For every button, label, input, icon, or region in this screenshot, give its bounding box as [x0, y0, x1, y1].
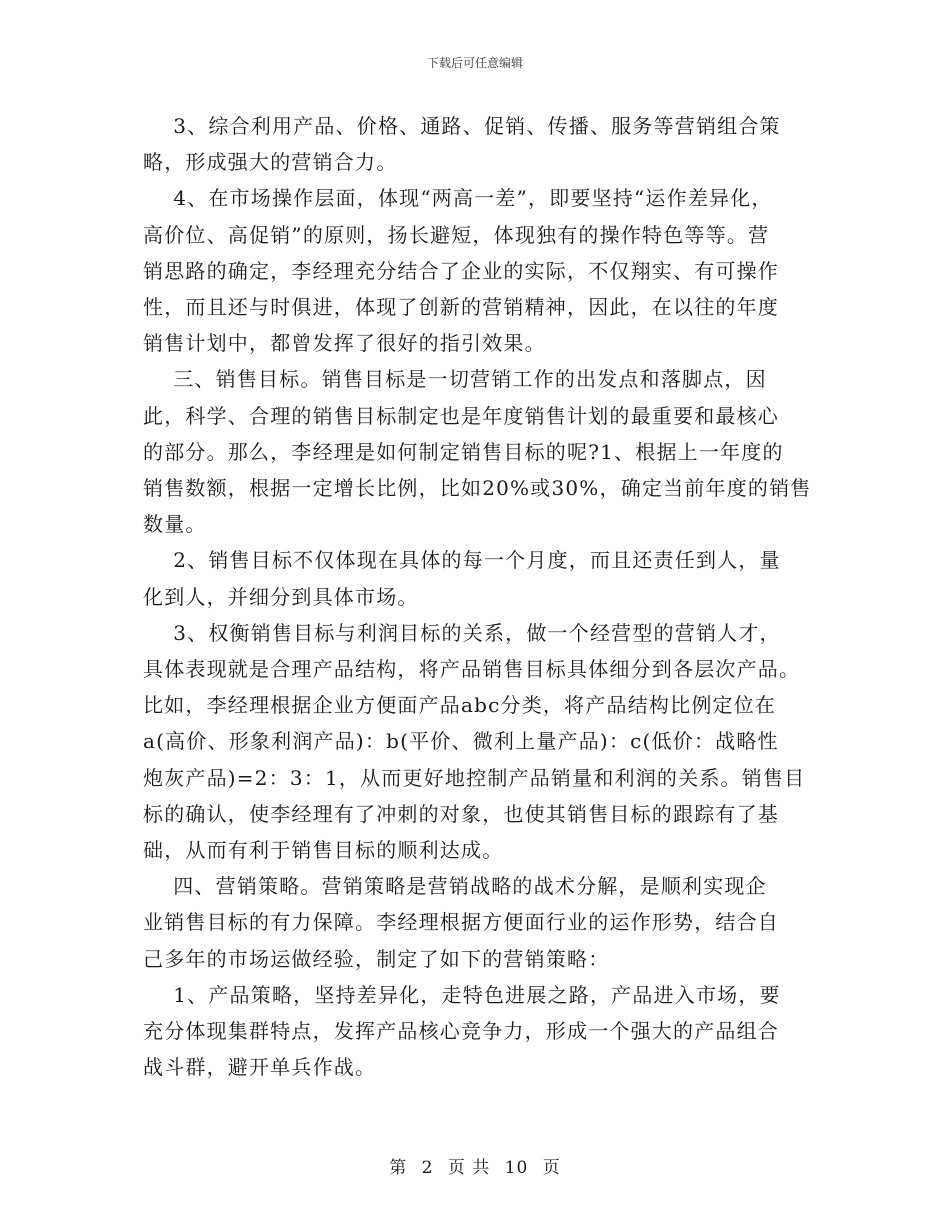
text-line: 三、销售目标。销售目标是一切营销工作的出发点和落脚点，因: [143, 367, 767, 392]
paragraph: [143, 868, 813, 977]
text-line: 此，科学、合理的销售目标制定也是年度销售计划的最重要和最核心: [143, 403, 779, 428]
page-header: 下载后可任意编辑: [426, 56, 523, 70]
page-total: 10: [504, 1158, 529, 1178]
text-line: 具体表现就是合理产品结构，将产品销售目标具体细分到各层次产品。: [143, 657, 801, 682]
page-label: 第: [389, 1158, 408, 1178]
text-line: 炮灰产品)=2：3：1，从而更好地控制产品销量和利润的关系。销售目: [143, 765, 806, 790]
paragraph: [143, 542, 813, 614]
page-current: 2: [421, 1158, 434, 1178]
page-footer: [0, 1153, 950, 1178]
page-mid: 页 共: [447, 1158, 491, 1178]
text-line: 3、综合利用产品、价格、通路、促销、传播、服务等营销组合策: [143, 114, 781, 138]
text-line: 数量。: [143, 512, 207, 537]
text-line: 比如，李经理根据企业方便面产品abc分类，将产品结构比例定位在: [143, 693, 777, 718]
text-line: 2、销售目标不仅体现在具体的每一个月度，而且还责任到人，量: [143, 548, 781, 573]
text-line: 略，形成强大的营销合力。: [143, 150, 398, 175]
paragraph: [143, 108, 813, 180]
text-line: a(高价、形象利润产品)：b(平价、微利上量产品)：c(低价：战略性: [143, 729, 779, 754]
document-body: [143, 108, 813, 1085]
text-line: 础，从而有利于销售目标的顺利达成。: [143, 838, 504, 863]
text-line: 性，而且还与时俱进，体现了创新的营销精神，因此，在以往的年度: [143, 295, 779, 320]
text-line: 标的确认，使李经理有了冲刺的对象，也使其销售目标的跟踪有了基: [143, 801, 779, 826]
text-line: 充分体现集群特点，发挥产品核心竞争力，形成一个强大的产品组合: [143, 1019, 779, 1044]
text-line: 己多年的市场运做经验，制定了如下的营销策略：: [143, 946, 610, 971]
text-line: 销售计划中，都曾发挥了很好的指引效果。: [143, 331, 546, 356]
text-line: 销售数额，根据一定增长比例，比如20%或30%，确定当前年度的销售: [143, 476, 812, 501]
text-line: 3、权衡销售目标与利润目标的关系，做一个经营型的营销人才，: [143, 620, 781, 645]
paragraph: [143, 180, 813, 361]
text-line: 的部分。那么，李经理是如何制定销售目标的呢?1、根据上一年度的: [143, 439, 784, 464]
text-line: 4、在市场操作层面，体现“两高一差”，即要坚持“运作差异化，: [143, 186, 773, 211]
page-suffix: 页: [542, 1158, 561, 1178]
text-line: 销思路的确定，李经理充分结合了企业的实际，不仅翔实、有可操作: [143, 258, 779, 283]
paragraph: [143, 977, 813, 1086]
paragraph: [143, 615, 813, 868]
text-line: 化到人，并细分到具体市场。: [143, 584, 419, 609]
text-line: 1、产品策略，坚持差异化，走特色进展之路，产品进入市场，要: [143, 982, 781, 1007]
text-line: 业销售目标的有力保障。李经理根据方便面行业的运作形势，结合自: [143, 910, 779, 935]
text-line: 高价位、高促销”的原则，扬长避短，体现独有的操作特色等等。营: [143, 222, 770, 247]
text-line: 战斗群，避开单兵作战。: [143, 1055, 377, 1080]
text-line: 四、营销策略。营销策略是营销战略的战术分解，是顺利实现企: [143, 874, 767, 899]
paragraph: [143, 361, 813, 542]
